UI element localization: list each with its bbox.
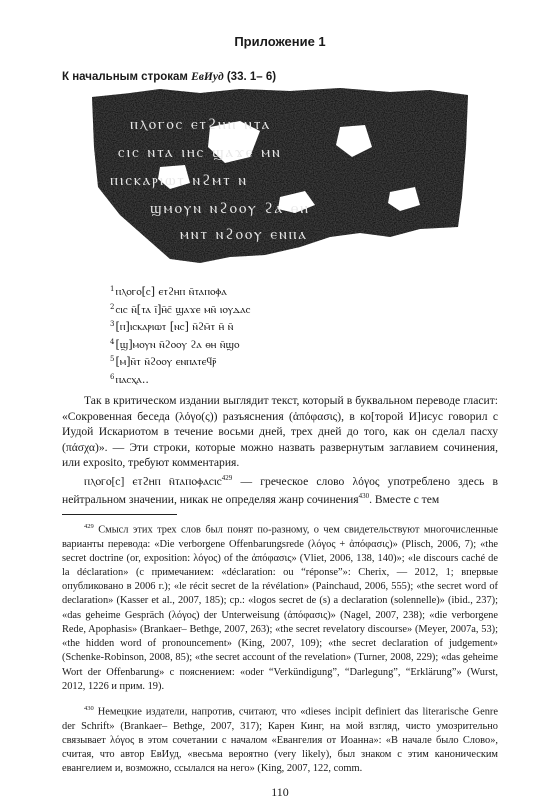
section-heading xyxy=(62,71,276,83)
paragraph: Так в критическом издании выглядит текст, который в буквальном переводе гласит: «Сокровенная беседа (λόγο(ς)) разъяснения (ἀπόφασις), в ко[торой И]исус говорил с Иудой Искариотом в течение восьми дней, трех дней до того, как он сделал пасху (πάσχα)». — Эти строки, которые можно назвать развернутым заглавием сочинения, или exposito, требуют комментария. xyxy=(62,394,498,470)
paragraph-text: — греческое слово λόγος употреблено здесь в нейтральном значении, никак не определяя жанр сочинения xyxy=(62,474,498,507)
coptic-line xyxy=(110,335,410,353)
coptic-line-text: [ⲙ]ⲛ̄ⲧ ⲛ̄ϩⲟⲟⲩ ⲉⲛⲡⲁⲧⲉϥⲣ̄ xyxy=(115,355,217,368)
svg-text:ϣⲙⲟⲩⲛ ⲛϩⲟⲟⲩ ϩⲁ ⲑⲏ: ϣⲙⲟⲩⲛ ⲛϩⲟⲟⲩ ϩⲁ ⲑⲏ xyxy=(150,199,310,217)
line-number: 3 xyxy=(110,320,115,328)
line-number: 1 xyxy=(110,285,115,293)
line-number: 5 xyxy=(110,355,115,363)
footnote-ref[interactable]: 430 xyxy=(358,492,370,501)
coptic-line-text: [ⲡ]ⲓⲥⲕⲁⲣⲓⲱⲧ [ⲛⲥ] ⲛ̄ϩⲙ̄ⲧ ⲏ̄ ⲛ̄ xyxy=(115,320,234,333)
svg-text:ⲙⲛⲧ ⲛϩⲟⲟⲩ ⲉⲛⲡⲁ: ⲙⲛⲧ ⲛϩⲟⲟⲩ ⲉⲛⲡⲁ xyxy=(180,225,309,243)
coptic-line-text: ⲡⲁⲥⲭⲁ.. xyxy=(115,372,149,386)
coptic-transcription xyxy=(110,282,410,387)
footnote-ref[interactable]: 429 xyxy=(221,473,233,482)
svg-text:ⲥⲓⲥ ⲛⲧⲁ ⲓⲏⲥ ϣⲁϫⲉ ⲙⲛ: ⲥⲓⲥ ⲛⲧⲁ ⲓⲏⲥ ϣⲁϫⲉ ⲙⲛ xyxy=(118,143,282,161)
paragraph-text: . Вместе с тем xyxy=(369,493,440,507)
coptic-line xyxy=(110,282,410,300)
heading-prefix: К начальным строкам xyxy=(62,71,192,83)
coptic-line xyxy=(110,370,410,388)
svg-text:ⲡⲓⲥⲕⲁⲣⲓⲱⲧ ⲛϩⲙⲧ ⲛ: ⲡⲓⲥⲕⲁⲣⲓⲱⲧ ⲛϩⲙⲧ ⲛ xyxy=(110,171,248,189)
page-number: 110 xyxy=(271,785,289,799)
page-title: Приложение 1 xyxy=(234,34,326,49)
footnotes xyxy=(62,520,498,784)
coptic-line-text: ⲥⲓⲥ ⲛ̄[ⲧⲁ ⲓ̄]ⲏ̄ⲥ̄ ϣⲁϫⲉ ⲙⲛ̄ ⲓⲟⲩⲇⲁⲥ xyxy=(115,302,251,316)
body-text xyxy=(62,393,498,508)
svg-text:ⲡⲗⲟⲅⲟⲥ ⲉⲧϩⲏⲡ ⲛⲧⲁ: ⲡⲗⲟⲅⲟⲥ ⲉⲧϩⲏⲡ ⲛⲧⲁ xyxy=(130,115,272,133)
footnote xyxy=(62,702,498,776)
heading-italic: ЕвИуд xyxy=(191,71,224,83)
papyrus-photograph xyxy=(90,87,470,277)
footnote-divider xyxy=(62,514,177,515)
line-number: 2 xyxy=(110,302,115,311)
heading-suffix: (33. 1– 6) xyxy=(223,71,277,83)
paragraph xyxy=(62,471,498,508)
coptic-line xyxy=(110,300,410,318)
footnote-text: Смысл этих трех слов был понят по-разному, о чем свидетельствуют многочисленные варианты перевода: «Die verborgene Offenbarungsrede (λόγος + ἀπόφασις)» (Plisch, 2006, 7); «the secret doctrine (or, exposition: λόγος) of the ἀπόφασις» (Vliet, 2006, 138, 140)»; «le discours caché de la déclaration» (с примечанием: «déclaration: ou “réponse”»: Cherix, — 2012, 1; впервые опубликовано в 2006 г.); «le récit secret de la révélation» (Painchaud, 2006, 555); «the secret word of declaration» (Kasser et al., 2007, 185); ср.: «logos secret de (s) a declaration (solennelle)» (ibid., 237); «das geheime Gespräch (λόγος) der Unterweisung (ἀπόφασις)» (Nagel, 2007, 238); «die verborgene Rede, Apophasis» (Brankaer– Bethge, 2007, 263); «the secret revelatory discourse» (Meyer, 2007a, 53); «the hidden word of pronouncement» (King, 2007, 109); «the secret declaration of judgement» (Schenke-Robinson, 2008, 85); «the secret account of the revelation» (Turner, 2008, 229); «das geheime Wort der Offenbarung» с пояснением: «oder “Verkündigung”, “Darlegung”, “Erklärung”» (Wurst, 2012, 1226 и прим. 19). xyxy=(62,524,498,692)
coptic-line-text: ⲡⲗⲟⲅⲟ[ⲥ] ⲉⲧϩⲏⲡ ⲛ̄ⲧⲁⲡⲟⲫⲁ xyxy=(115,285,227,298)
footnote xyxy=(62,520,498,694)
line-number: 4 xyxy=(110,337,115,346)
footnote-number: 430 xyxy=(84,704,94,712)
footnote-text: Немецкие издатели, напротив, считают, что «dieses incipit definiert das literarische Genre der Schrift» (Brankaer– Bethge, 2007, 317); Карен Кинг, на мой взгляд, чисто умозрительно связывает λόγος в этом сочетании с началом «Евангелия от Иоанна»: «В начале было Слово», считая, что автор ЕвИуд, «весьма вероятно (very likely), был знаком с этим каноническим евангелием и, возможно, ссылался на него» (King, 2007, 122, comm. xyxy=(62,706,498,775)
coptic-line xyxy=(110,317,410,335)
line-number: 6 xyxy=(110,372,115,381)
coptic-phrase: ⲡⲗⲟⲅⲟ[ⲥ] ⲉⲧϩⲏⲡ ⲛ̄ⲧⲁⲡⲟⲫⲁⲥⲓⲥ xyxy=(84,474,222,488)
coptic-line xyxy=(110,352,410,370)
coptic-line-text: [ϣ]ⲙⲟⲩⲛ ⲛ̄ϩⲟⲟⲩ ϩⲁ ⲑⲏ ⲛ̄ϣⲟ xyxy=(115,337,240,351)
footnote-number: 429 xyxy=(84,523,94,530)
